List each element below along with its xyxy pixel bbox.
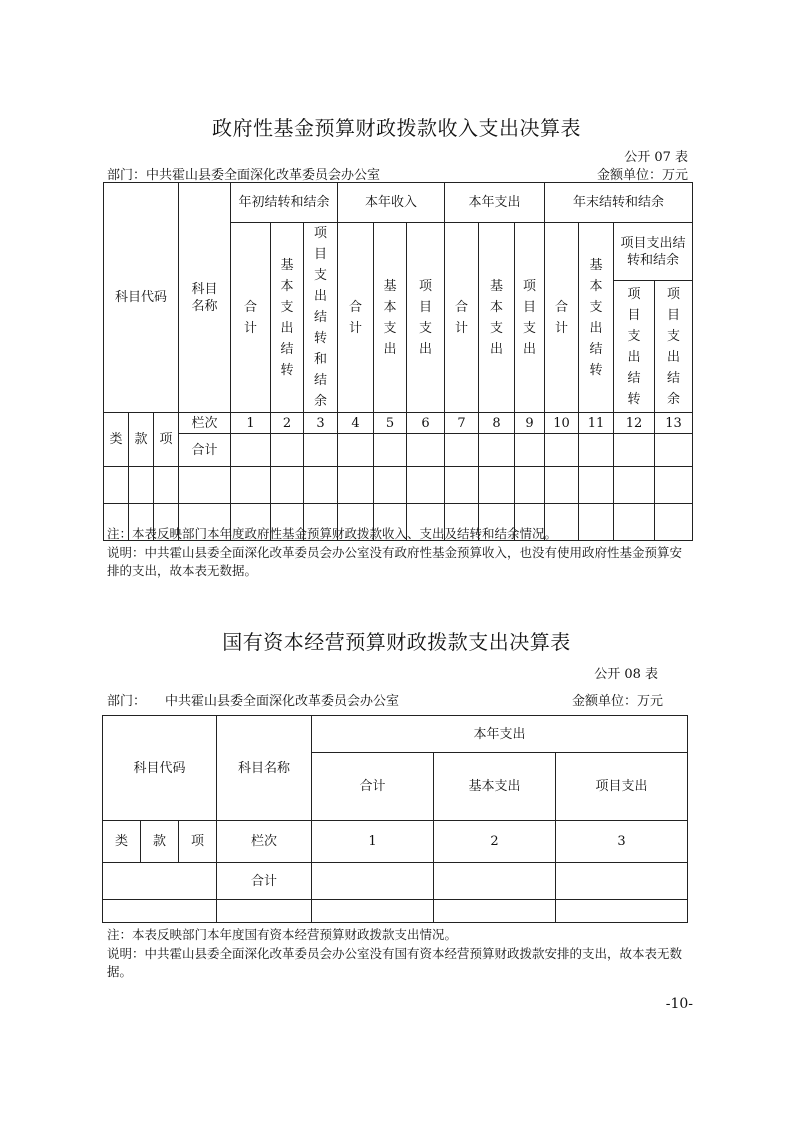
table07-note: 注：本表反映部门本年度政府性基金预算财政拨款收入、支出及结转和结余情况。: [107, 526, 558, 541]
table07-kuan: 款: [129, 413, 154, 467]
table08-lanci: 栏次: [217, 821, 312, 863]
table07-col-number: 4: [338, 413, 374, 434]
table07-total-label: 合计: [179, 434, 231, 467]
table07-title: 政府性基金预算财政拨款收入支出决算表: [212, 116, 581, 140]
table07-col-number: 7: [445, 413, 479, 434]
table07-header-subject-code: 科目代码: [104, 183, 179, 413]
table08-explanation: 说明：中共霍山县委全面深化改革委员会办公室没有国有资本经营预算财政拨款安排的支出，故本表无数据。: [107, 946, 683, 979]
page-number: -10-: [665, 996, 693, 1012]
table07-lei: 类: [104, 413, 129, 467]
table07-col-number: 6: [407, 413, 445, 434]
table07-header-income-total: 合计: [338, 223, 374, 413]
table-row: [104, 467, 693, 504]
table08-header-project: 项目支出: [556, 753, 688, 821]
table07-xiang: 项: [154, 413, 179, 467]
table07-header-end: 年末结转和结余: [545, 183, 693, 223]
table07: [103, 182, 693, 541]
table07-col-number: 3: [304, 413, 338, 434]
table07-lanci: 栏次: [179, 413, 231, 434]
table08-kuan: 款: [141, 821, 179, 863]
table07-col-number: 11: [579, 413, 614, 434]
table08-total-row: [103, 863, 688, 900]
table08-unit: 金额单位：万元: [571, 694, 663, 709]
table07-col-number: 2: [271, 413, 304, 434]
table07-header-end-basic: 基本支出结转: [579, 223, 614, 413]
table08-note: 注：本表反映部门本年度国有资本经营预算财政拨款支出情况。: [107, 927, 458, 942]
table07-col-number: 5: [374, 413, 407, 434]
table07-header-end-total: 合计: [545, 223, 579, 413]
table08-total-label: 合计: [217, 863, 312, 900]
table07-header-expense: 本年支出: [445, 183, 545, 223]
table07-code: 公开 07 表: [624, 150, 688, 165]
table07-explanation: 说明：中共霍山县委全面深化改革委员会办公室没有政府性基金预算收入，也没有使用政府性基金预算安排的支出，故本表无数据。: [107, 545, 683, 578]
table07-col-number: 9: [515, 413, 545, 434]
table07-header-begin-total: 合计: [231, 223, 271, 413]
table-row: [103, 900, 688, 923]
table07-col-number: 8: [479, 413, 515, 434]
table07-col-number: 13: [655, 413, 693, 434]
table08-col-number: 2: [434, 821, 556, 863]
table08-department-label: 部门：: [107, 694, 147, 709]
table08-header-expense: 本年支出: [312, 716, 688, 753]
table08-col-number: 3: [556, 821, 688, 863]
table07-header-begin-project: 项目支出结转和结余: [304, 223, 338, 413]
table07-unit: 金额单位：万元: [596, 168, 688, 183]
table08-title: 国有资本经营预算财政拨款支出决算表: [222, 630, 571, 654]
table08-col-number: 1: [312, 821, 434, 863]
table07-header-income-project: 项目支出: [407, 223, 445, 413]
table08-lei: 类: [103, 821, 141, 863]
table07-header-expense-total: 合计: [445, 223, 479, 413]
table08-header-basic: 基本支出: [434, 753, 556, 821]
table07-header-begin-basic: 基本支出结转: [271, 223, 304, 413]
table07-header-subject-name: 科目名称: [179, 183, 231, 413]
table07-header-end-project-balance: 项目支出结余: [655, 281, 693, 413]
table07-header-end-project-carryover: 项目支出结转: [614, 281, 655, 413]
table08-xiang: 项: [179, 821, 217, 863]
table08-header-subject-name: 科目名称: [217, 716, 312, 821]
table07-header-begin: 年初结转和结余: [231, 183, 338, 223]
table07-header-income-basic: 基本支出: [374, 223, 407, 413]
table08-header-total: 合计: [312, 753, 434, 821]
table08-department: 中共霍山县委全面深化改革委员会办公室: [165, 694, 400, 709]
table07-col-number: 10: [545, 413, 579, 434]
table07-col-number: 1: [231, 413, 271, 434]
table07-header-expense-basic: 基本支出: [479, 223, 515, 413]
table07-header-expense-project: 项目支出: [515, 223, 545, 413]
table07-total-row: [104, 434, 693, 467]
table07-header-income: 本年收入: [338, 183, 445, 223]
table07-col-number: 12: [614, 413, 655, 434]
table08-header-subject-code: 科目代码: [103, 716, 217, 821]
table08: [102, 715, 688, 923]
table08-code: 公开 08 表: [594, 667, 658, 682]
table07-header-end-project: 项目支出结转和结余: [614, 223, 693, 281]
table07-department: 部门：中共霍山县委全面深化改革委员会办公室: [107, 168, 381, 183]
